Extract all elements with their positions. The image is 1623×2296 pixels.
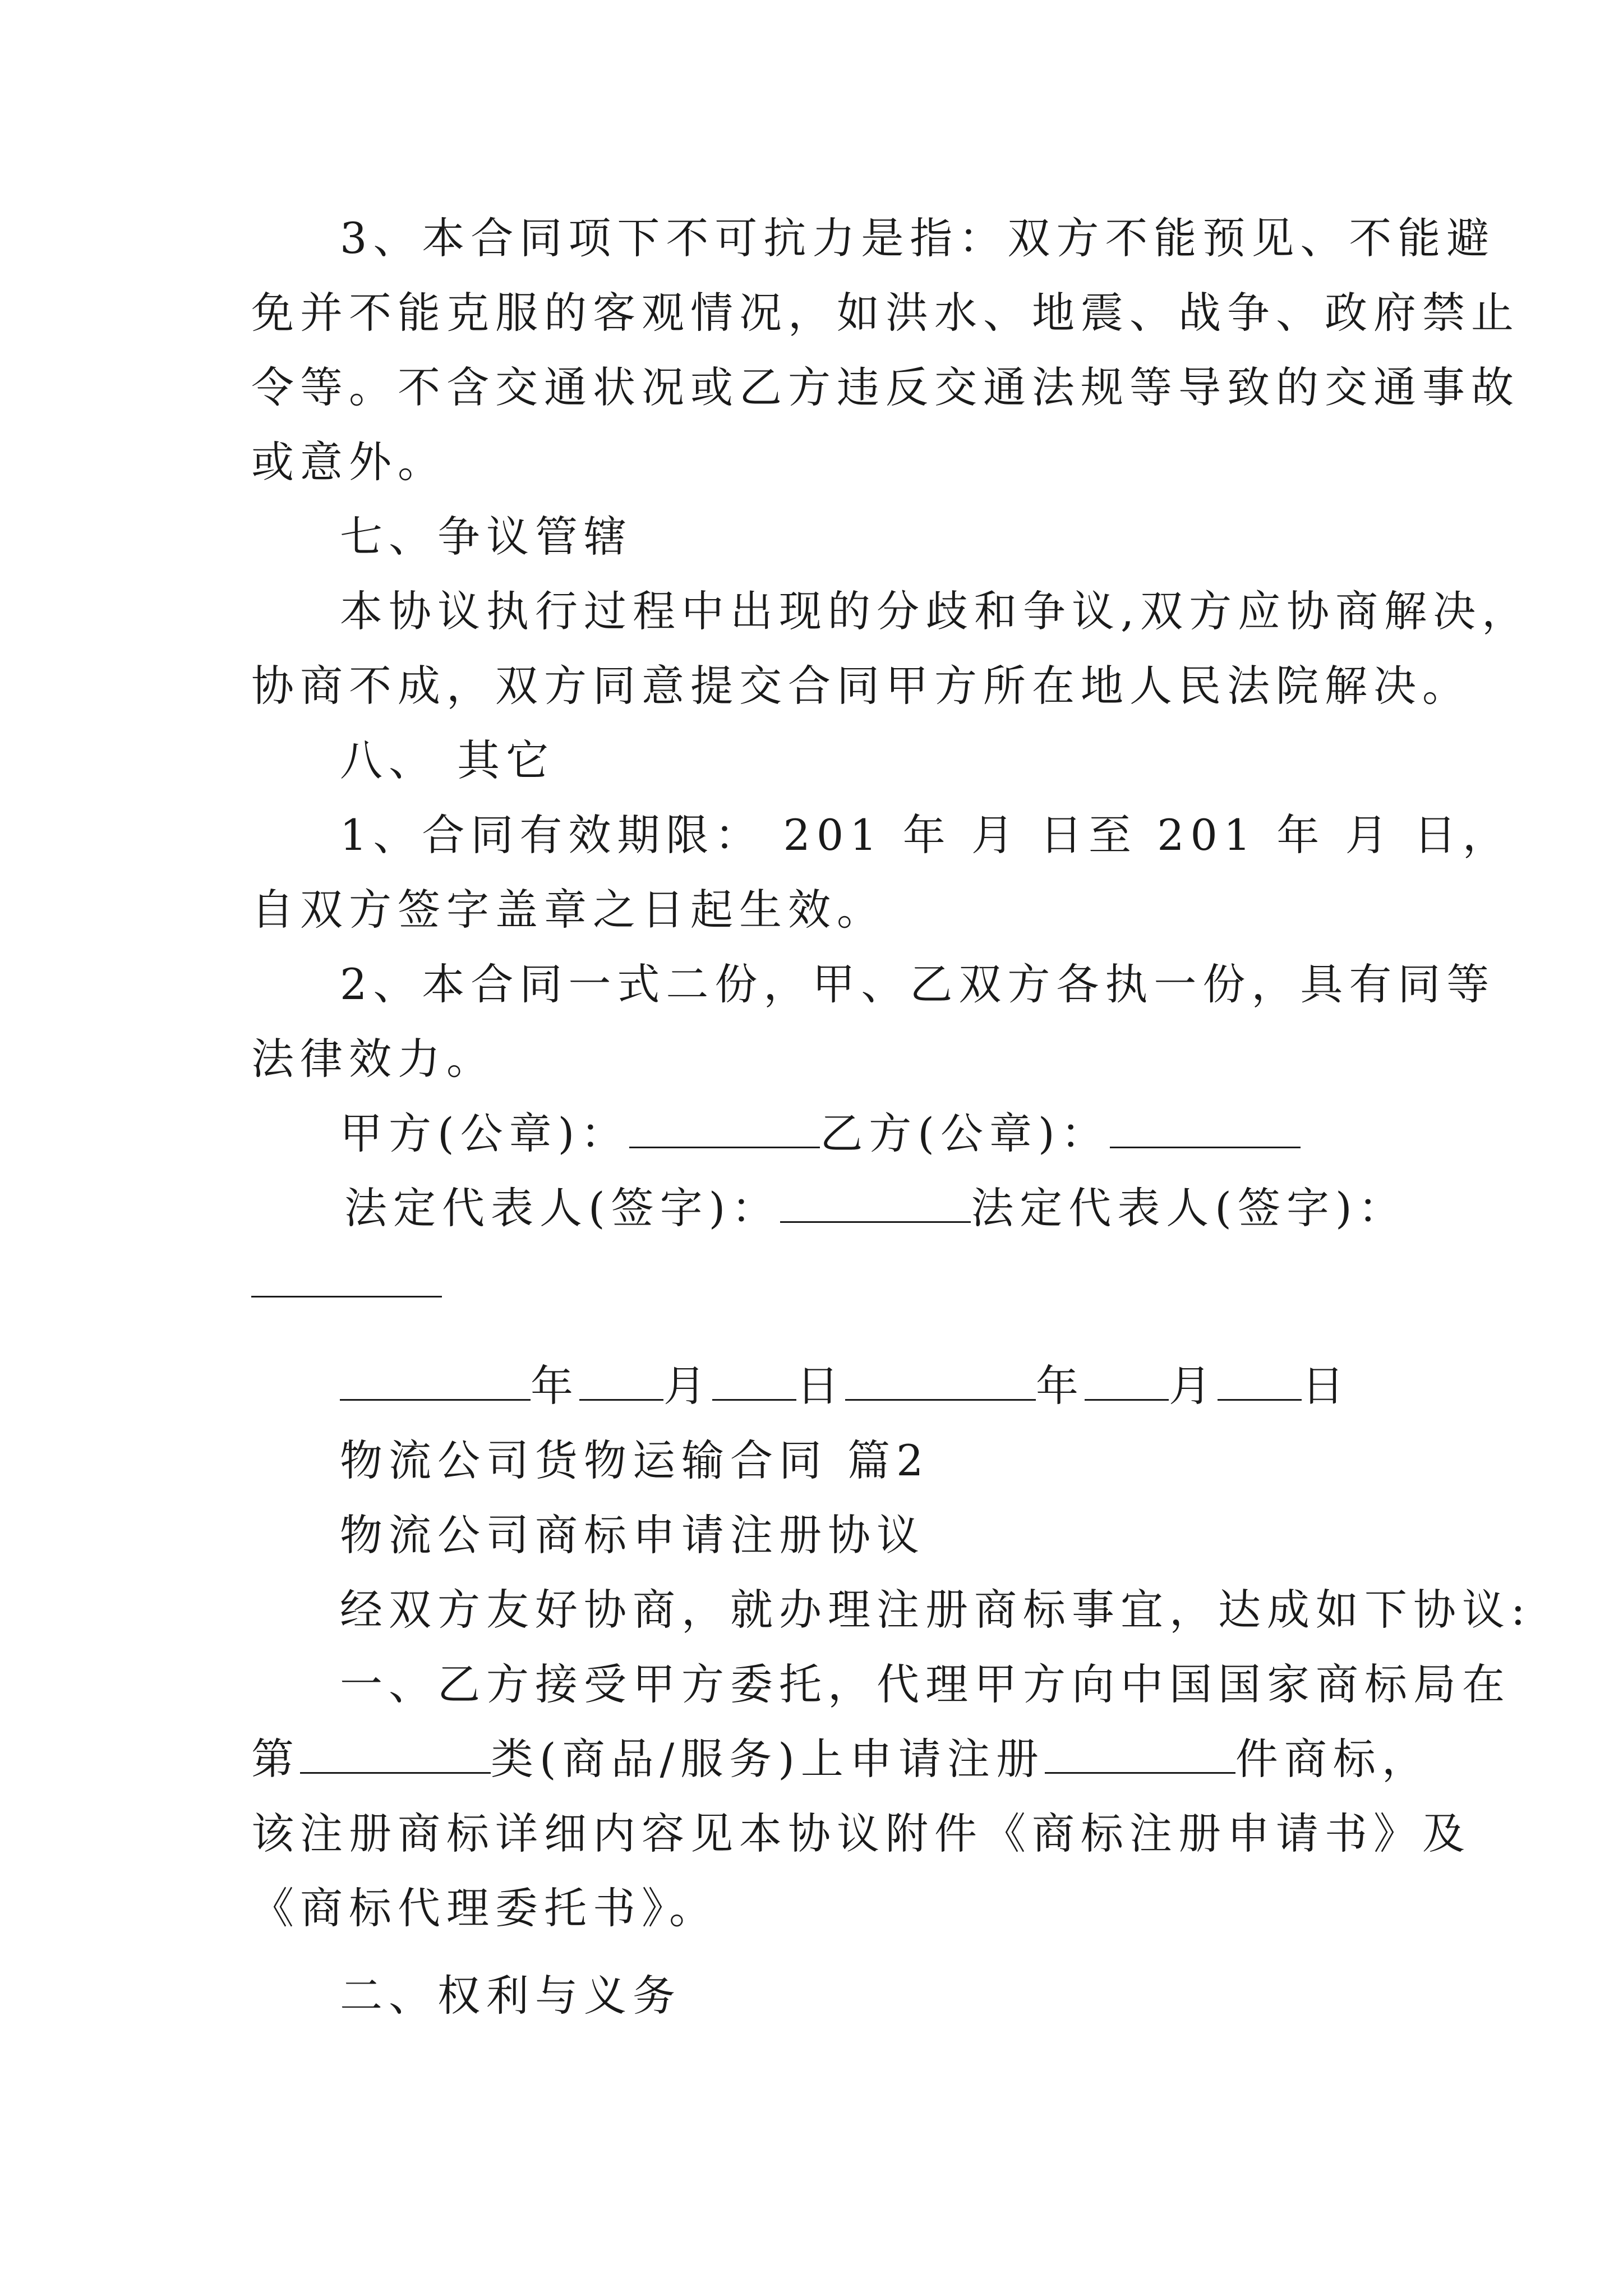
party-a-seal-label: 甲方(公章)： xyxy=(340,1108,630,1158)
paragraph-line: 协商不成，双方同意提交合同甲方所在地人民法院解决。 xyxy=(251,661,1471,711)
paragraph-line: 或意外。 xyxy=(251,437,446,487)
date-a-month-blank xyxy=(579,1362,663,1401)
paragraph-line: 免并不能克服的客观情况，如洪水、地震、战争、政府禁止 xyxy=(251,288,1520,338)
paragraph-line: 本协议执行过程中出现的分歧和争议,双方应协商解决， xyxy=(340,586,1531,636)
paragraph-line: 该注册商标详细内容见本协议附件《商标注册申请书》及 xyxy=(251,1809,1471,1858)
date-b-month-label: 月 xyxy=(1169,1361,1218,1411)
date-b-year-blank xyxy=(845,1362,1036,1401)
paragraph-line: 1、合同有效期限： 201 年 月 日至 201 年 月 日， xyxy=(340,810,1511,860)
date-a-month-label: 月 xyxy=(663,1361,712,1411)
clause-text: 类(商品/服务)上申请注册 xyxy=(491,1734,1045,1784)
trademark-count-blank xyxy=(1045,1735,1235,1774)
party-a-rep-blank xyxy=(780,1184,971,1223)
clause-text: 第 xyxy=(251,1734,300,1784)
section-heading: 二、权利与义务 xyxy=(340,1971,681,2021)
paragraph-line: 经双方友好协商，就办理注册商标事宜，达成如下协议: xyxy=(340,1585,1532,1635)
date-b-day-blank xyxy=(1218,1362,1302,1401)
class-number-blank xyxy=(300,1735,491,1774)
date-a-day-blank xyxy=(712,1362,796,1401)
article-heading: 物流公司货物运输合同 篇2 xyxy=(340,1435,930,1485)
signature-date-line xyxy=(340,1361,1350,1411)
signature-line-rep xyxy=(344,1183,1407,1234)
paragraph-line: 2、本合同一式二份，甲、乙双方各执一份，具有同等 xyxy=(340,959,1496,1009)
section-heading: 七、争议管辖 xyxy=(340,512,633,562)
section-heading: 八、 其它 xyxy=(340,735,555,785)
date-b-month-blank xyxy=(1085,1362,1169,1401)
clause-text: 件商标， xyxy=(1235,1734,1431,1784)
party-b-rep-blank xyxy=(251,1259,442,1297)
paragraph-line: 《商标代理委托书》。 xyxy=(251,1883,718,1933)
date-a-day-label: 日 xyxy=(796,1361,845,1411)
paragraph-line: 法律效力。 xyxy=(251,1034,495,1084)
date-b-year-label: 年 xyxy=(1036,1361,1085,1411)
party-b-rep-label: 法定代表人(签字)： xyxy=(971,1183,1407,1233)
party-b-seal-label: 乙方(公章)： xyxy=(820,1108,1110,1158)
paragraph-line: 自双方签字盖章之日起生效。 xyxy=(251,885,886,935)
party-a-seal-blank xyxy=(629,1110,820,1148)
signature-line-seal xyxy=(340,1108,1301,1159)
signature-line-rep-continued xyxy=(251,1258,442,1308)
paragraph-line: 3、本合同项下不可抗力是指：双方不能预见、不能避 xyxy=(340,213,1496,263)
party-b-seal-blank xyxy=(1110,1110,1301,1148)
paragraph-line: 一、乙方接受甲方委托，代理甲方向中国国家商标局在 xyxy=(340,1659,1511,1709)
paragraph-line: 令等。不含交通状况或乙方违反交通法规等导致的交通事故 xyxy=(251,362,1520,412)
party-a-rep-label: 法定代表人(签字)： xyxy=(344,1183,781,1233)
date-b-day-label: 日 xyxy=(1302,1361,1350,1411)
paragraph-line-with-blanks xyxy=(251,1734,1431,1784)
date-a-year-blank xyxy=(340,1362,531,1401)
date-a-year-label: 年 xyxy=(531,1361,579,1411)
agreement-title: 物流公司商标申请注册协议 xyxy=(340,1510,925,1560)
